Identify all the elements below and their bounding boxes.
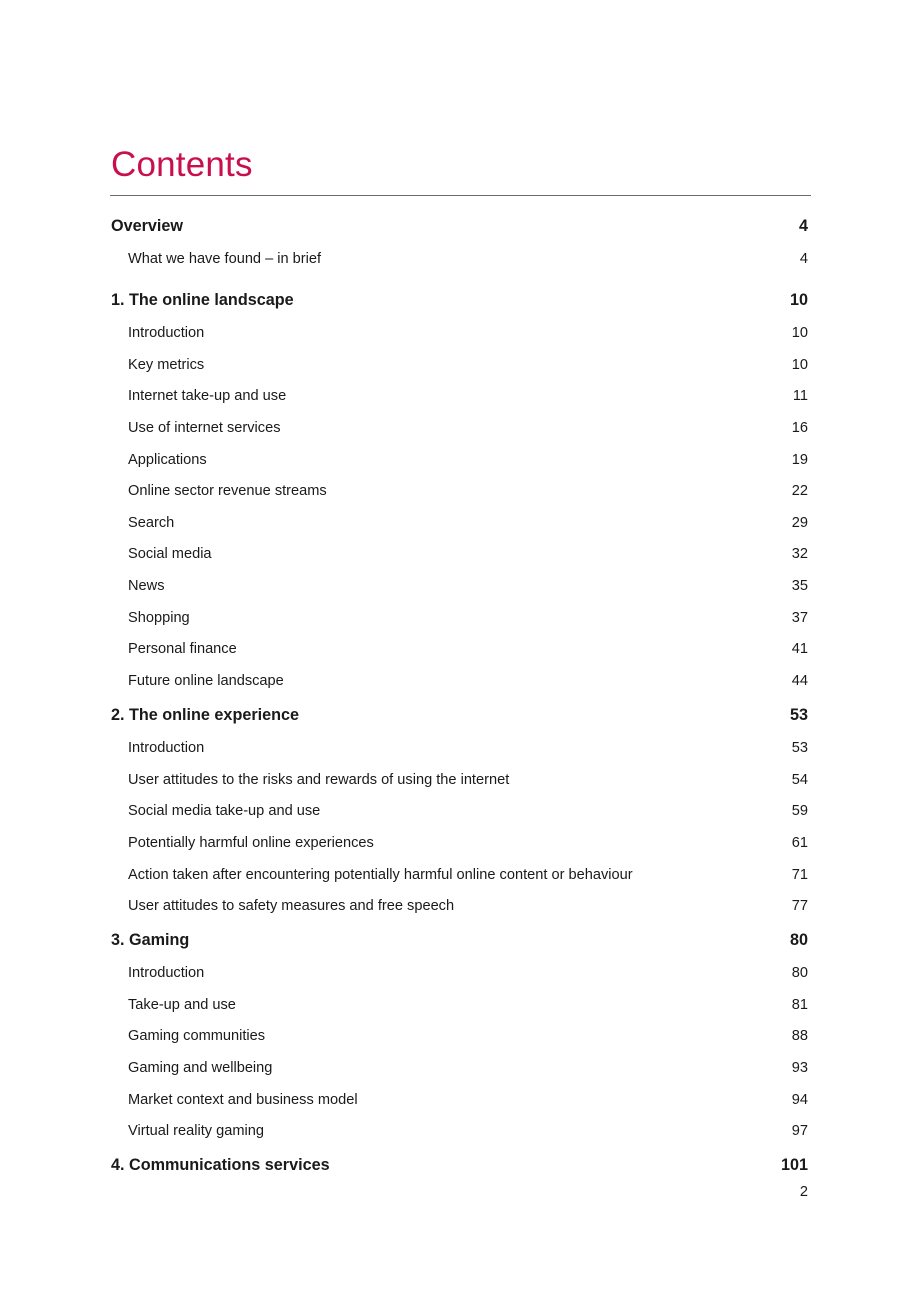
toc-entry-page: 19 — [791, 452, 808, 468]
toc-entry-page: 54 — [791, 772, 808, 788]
toc-entry-title: 2. The online experience — [111, 705, 300, 724]
toc-entry-title: Personal finance — [128, 641, 237, 657]
toc-entry-page: 37 — [791, 610, 808, 626]
toc-entry[interactable] — [128, 511, 808, 535]
toc-entry[interactable] — [128, 799, 808, 823]
toc-entry-title: Internet take-up and use — [128, 388, 287, 404]
toc-entry-page: 101 — [780, 1155, 808, 1174]
toc-entry[interactable] — [128, 768, 808, 792]
toc-entry-title: 3. Gaming — [111, 930, 190, 949]
toc-entry-page: 10 — [791, 357, 808, 373]
toc-entry-title: 4. Communications services — [111, 1155, 330, 1174]
toc-entry[interactable] — [128, 416, 808, 440]
toc-entry-page: 35 — [791, 578, 808, 594]
toc-entry-title: Online sector revenue streams — [128, 483, 327, 499]
toc-entry[interactable] — [128, 384, 808, 408]
toc-entry[interactable] — [128, 448, 808, 472]
toc-section-heading[interactable] — [111, 928, 808, 952]
toc-entry-title: What we have found – in brief — [128, 251, 322, 267]
toc-entry-page: 16 — [791, 420, 808, 436]
toc-entry[interactable] — [128, 637, 808, 661]
toc-entry-title: Introduction — [128, 965, 205, 981]
toc-entry-title: Shopping — [128, 610, 190, 626]
toc-section-heading[interactable] — [111, 1153, 808, 1177]
toc-entry-title: Take-up and use — [128, 997, 236, 1013]
toc-entry-page: 71 — [791, 867, 808, 883]
toc-entry-title: User attitudes to the risks and rewards of using the internet — [128, 772, 510, 788]
toc-entry-title: User attitudes to safety measures and free speech — [128, 898, 455, 914]
toc-entry-page: 93 — [791, 1060, 808, 1076]
toc-entry-page: 80 — [791, 965, 808, 981]
toc-entry[interactable] — [128, 993, 808, 1017]
toc-entry[interactable] — [128, 1024, 808, 1048]
toc-entry-title: Market context and business model — [128, 1092, 358, 1108]
toc-entry-page: 11 — [792, 388, 808, 404]
toc-entry-page: 94 — [791, 1092, 808, 1108]
toc-entry[interactable] — [128, 606, 808, 630]
toc-entry[interactable] — [128, 1088, 808, 1112]
toc-entry-title: Search — [128, 515, 175, 531]
toc-entry-page: 4 — [799, 251, 808, 267]
toc-entry[interactable] — [128, 321, 808, 345]
toc-entry[interactable] — [128, 831, 808, 855]
toc-entry-title: Applications — [128, 452, 207, 468]
toc-entry[interactable] — [128, 863, 808, 887]
toc-entry-title: Key metrics — [128, 357, 205, 373]
toc-entry-page: 61 — [791, 835, 808, 851]
toc-entry-title: News — [128, 578, 165, 594]
toc-entry-page: 32 — [791, 546, 808, 562]
toc-entry-page: 81 — [791, 997, 808, 1013]
toc-section-heading[interactable] — [111, 214, 808, 238]
toc-entry-page: 53 — [789, 705, 808, 724]
toc-entry-page: 22 — [791, 483, 808, 499]
toc-entry-page: 44 — [791, 673, 808, 689]
toc-entry[interactable] — [128, 736, 808, 760]
toc-entry[interactable] — [128, 1119, 808, 1143]
toc-entry[interactable] — [128, 669, 808, 693]
toc-entry-title: Future online landscape — [128, 673, 284, 689]
toc-entry-title: Social media take-up and use — [128, 803, 321, 819]
toc-entry-title: Potentially harmful online experiences — [128, 835, 374, 851]
toc-entry-page: 97 — [791, 1123, 808, 1139]
toc-entry-page: 41 — [791, 641, 808, 657]
toc-entry[interactable] — [128, 1056, 808, 1080]
toc-entry-page: 10 — [791, 325, 808, 341]
toc-entry[interactable] — [128, 353, 808, 377]
toc-entry[interactable] — [128, 961, 808, 985]
toc-entry-page: 59 — [791, 803, 808, 819]
toc-entry[interactable] — [128, 574, 808, 598]
toc-entry-page: 29 — [791, 515, 808, 531]
toc-entry[interactable] — [128, 542, 808, 566]
toc-entry-title: 1. The online landscape — [111, 290, 294, 309]
toc-entry-title: Virtual reality gaming — [128, 1123, 265, 1139]
toc-entry-page: 4 — [798, 216, 808, 235]
toc-entry[interactable] — [128, 479, 808, 503]
page-number: 2 — [799, 1184, 808, 1200]
toc-entry-title: Social media — [128, 546, 212, 562]
toc-entry[interactable] — [128, 894, 808, 918]
toc-entry-title: Use of internet services — [128, 420, 281, 436]
toc-entry-title: Introduction — [128, 325, 205, 341]
toc-section-heading[interactable] — [111, 288, 808, 312]
toc-entry-title: Gaming communities — [128, 1028, 266, 1044]
toc-entry-page: 80 — [789, 930, 808, 949]
toc-entry[interactable] — [128, 247, 808, 271]
toc-entry-page: 77 — [791, 898, 808, 914]
page-title: Contents — [111, 145, 253, 184]
toc-entry-title: Gaming and wellbeing — [128, 1060, 273, 1076]
title-divider — [110, 195, 811, 196]
toc-entry-title: Introduction — [128, 740, 205, 756]
toc-entry-page: 53 — [791, 740, 808, 756]
toc-section-heading[interactable] — [111, 703, 808, 727]
toc-entry-page: 10 — [789, 290, 808, 309]
toc-entry-title: Action taken after encountering potentially harmful online content or behaviour — [128, 867, 633, 883]
toc-entry-page: 88 — [791, 1028, 808, 1044]
toc-entry-title: Overview — [111, 216, 183, 235]
